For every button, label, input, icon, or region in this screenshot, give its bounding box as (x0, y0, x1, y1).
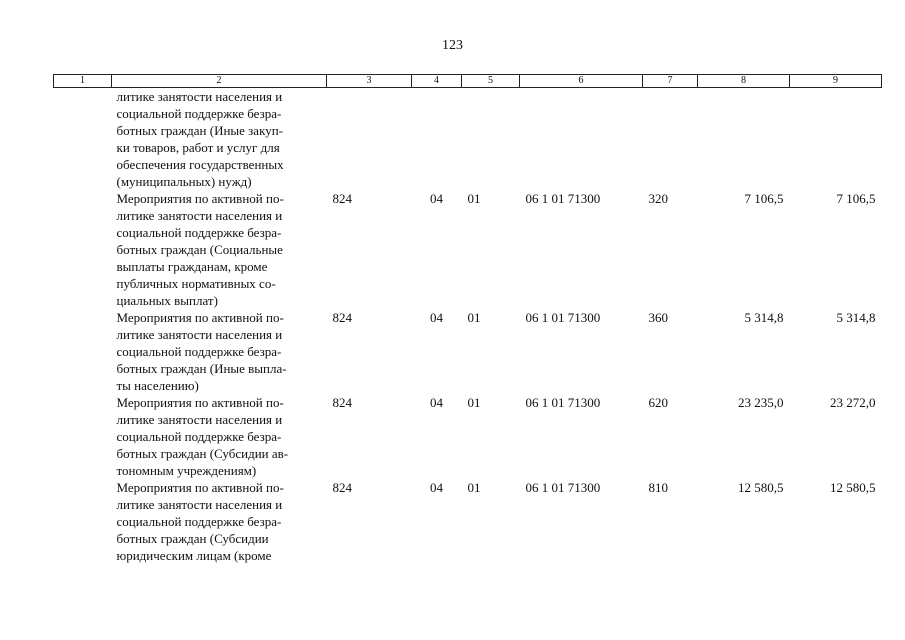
name-line: юридическим лицам (кроме (116, 548, 272, 563)
section-code-cell: 04 (430, 480, 443, 495)
amount-cell-8: 5 314,8 (744, 310, 784, 325)
target-article-cell: 06 1 01 71300 (525, 191, 601, 206)
name-line: ты населению) (116, 378, 199, 393)
ministry-code-cell: 824 (332, 310, 352, 325)
column-header-9: 9 (790, 75, 882, 88)
name-line: ботных граждан (Субсидии (116, 531, 269, 546)
target-article-cell: 06 1 01 71300 (525, 480, 601, 495)
amount-cell-9: 23 272,0 (830, 395, 876, 410)
name-line: циальных выплат) (116, 293, 218, 308)
ministry-code-cell: 824 (332, 395, 352, 410)
name-line: литике занятости населения и (116, 412, 283, 427)
table-row (54, 88, 882, 191)
name-line: ботных граждан (Социальные (116, 242, 283, 257)
table-row (54, 309, 882, 394)
row-index-cell (54, 479, 112, 564)
expense-type-cell (643, 88, 698, 191)
expense-type-cell: 360 (648, 310, 668, 325)
table-row (54, 394, 882, 479)
subsection-code-cell: 01 (467, 191, 481, 206)
name-line: тономным учреждениям) (116, 463, 257, 478)
amount-cell-8 (698, 88, 790, 191)
name-line: Мероприятия по активной по- (116, 395, 284, 410)
name-line: публичных нормативных со- (116, 276, 276, 291)
page-number: 123 (442, 38, 463, 53)
row-name-cell (112, 190, 327, 309)
name-line: литике занятости населения и (116, 497, 283, 512)
table-row (54, 479, 882, 564)
expense-type-cell: 620 (648, 395, 668, 410)
name-line: обеспечения государственных (116, 157, 284, 172)
name-line: литике занятости населения и (116, 327, 283, 342)
section-code-cell: 04 (430, 191, 443, 206)
section-code-cell: 04 (430, 395, 443, 410)
amount-cell-8: 7 106,5 (744, 191, 784, 206)
row-name-cell (112, 479, 327, 564)
target-article-cell: 06 1 01 71300 (525, 310, 601, 325)
column-header-5: 5 (462, 75, 520, 88)
name-line: Мероприятия по активной по- (116, 191, 284, 206)
subsection-code-cell: 01 (467, 480, 481, 495)
row-index-cell (54, 309, 112, 394)
amount-cell-8: 12 580,5 (738, 480, 784, 495)
name-line: ботных граждан (Субсидии ав- (116, 446, 289, 461)
subsection-code-cell: 01 (467, 395, 481, 410)
name-line: (муниципальных) нужд) (116, 174, 252, 189)
row-index-cell (54, 190, 112, 309)
ministry-code-cell: 824 (332, 191, 352, 206)
column-header-6: 6 (520, 75, 643, 88)
amount-cell-9: 5 314,8 (836, 310, 876, 325)
amount-cell-9: 7 106,5 (836, 191, 876, 206)
target-article-cell (520, 88, 643, 191)
section-code-cell (412, 88, 462, 191)
name-line: Мероприятия по активной по- (116, 480, 284, 495)
column-header-2: 2 (112, 75, 327, 88)
name-line: социальной поддержке безра- (116, 225, 282, 240)
name-line: Мероприятия по активной по- (116, 310, 284, 325)
amount-cell-8: 23 235,0 (738, 395, 784, 410)
ministry-code-cell (327, 88, 412, 191)
column-header-8: 8 (698, 75, 790, 88)
amount-cell-9 (790, 88, 882, 191)
row-index-cell (54, 394, 112, 479)
expense-type-cell: 810 (648, 480, 668, 495)
table-row (54, 190, 882, 309)
column-header-4: 4 (412, 75, 462, 88)
row-name-cell (112, 394, 327, 479)
target-article-cell: 06 1 01 71300 (525, 395, 601, 410)
name-line: ботных граждан (Иные закуп- (116, 123, 283, 138)
column-header-7: 7 (643, 75, 698, 88)
name-line: ботных граждан (Иные выпла- (116, 361, 287, 376)
subsection-code-cell (462, 88, 520, 191)
column-header-1: 1 (54, 75, 112, 88)
name-line: литике занятости населения и (116, 89, 283, 104)
name-line: социальной поддержке безра- (116, 344, 282, 359)
amount-cell-9: 12 580,5 (830, 480, 876, 495)
column-number-header-row (54, 75, 882, 88)
ministry-code-cell: 824 (332, 480, 352, 495)
name-line: выплаты гражданам, кроме (116, 259, 268, 274)
column-header-3: 3 (327, 75, 412, 88)
expense-type-cell: 320 (648, 191, 668, 206)
row-name-cell (112, 88, 327, 191)
row-index-cell (54, 88, 112, 191)
name-line: социальной поддержке безра- (116, 514, 282, 529)
row-name-cell (112, 309, 327, 394)
section-code-cell: 04 (430, 310, 443, 325)
name-line: социальной поддержке безра- (116, 106, 282, 121)
name-line: литике занятости населения и (116, 208, 283, 223)
budget-table (53, 74, 882, 564)
name-line: ки товаров, работ и услуг для (116, 140, 280, 155)
subsection-code-cell: 01 (467, 310, 481, 325)
name-line: социальной поддержке безра- (116, 429, 282, 444)
